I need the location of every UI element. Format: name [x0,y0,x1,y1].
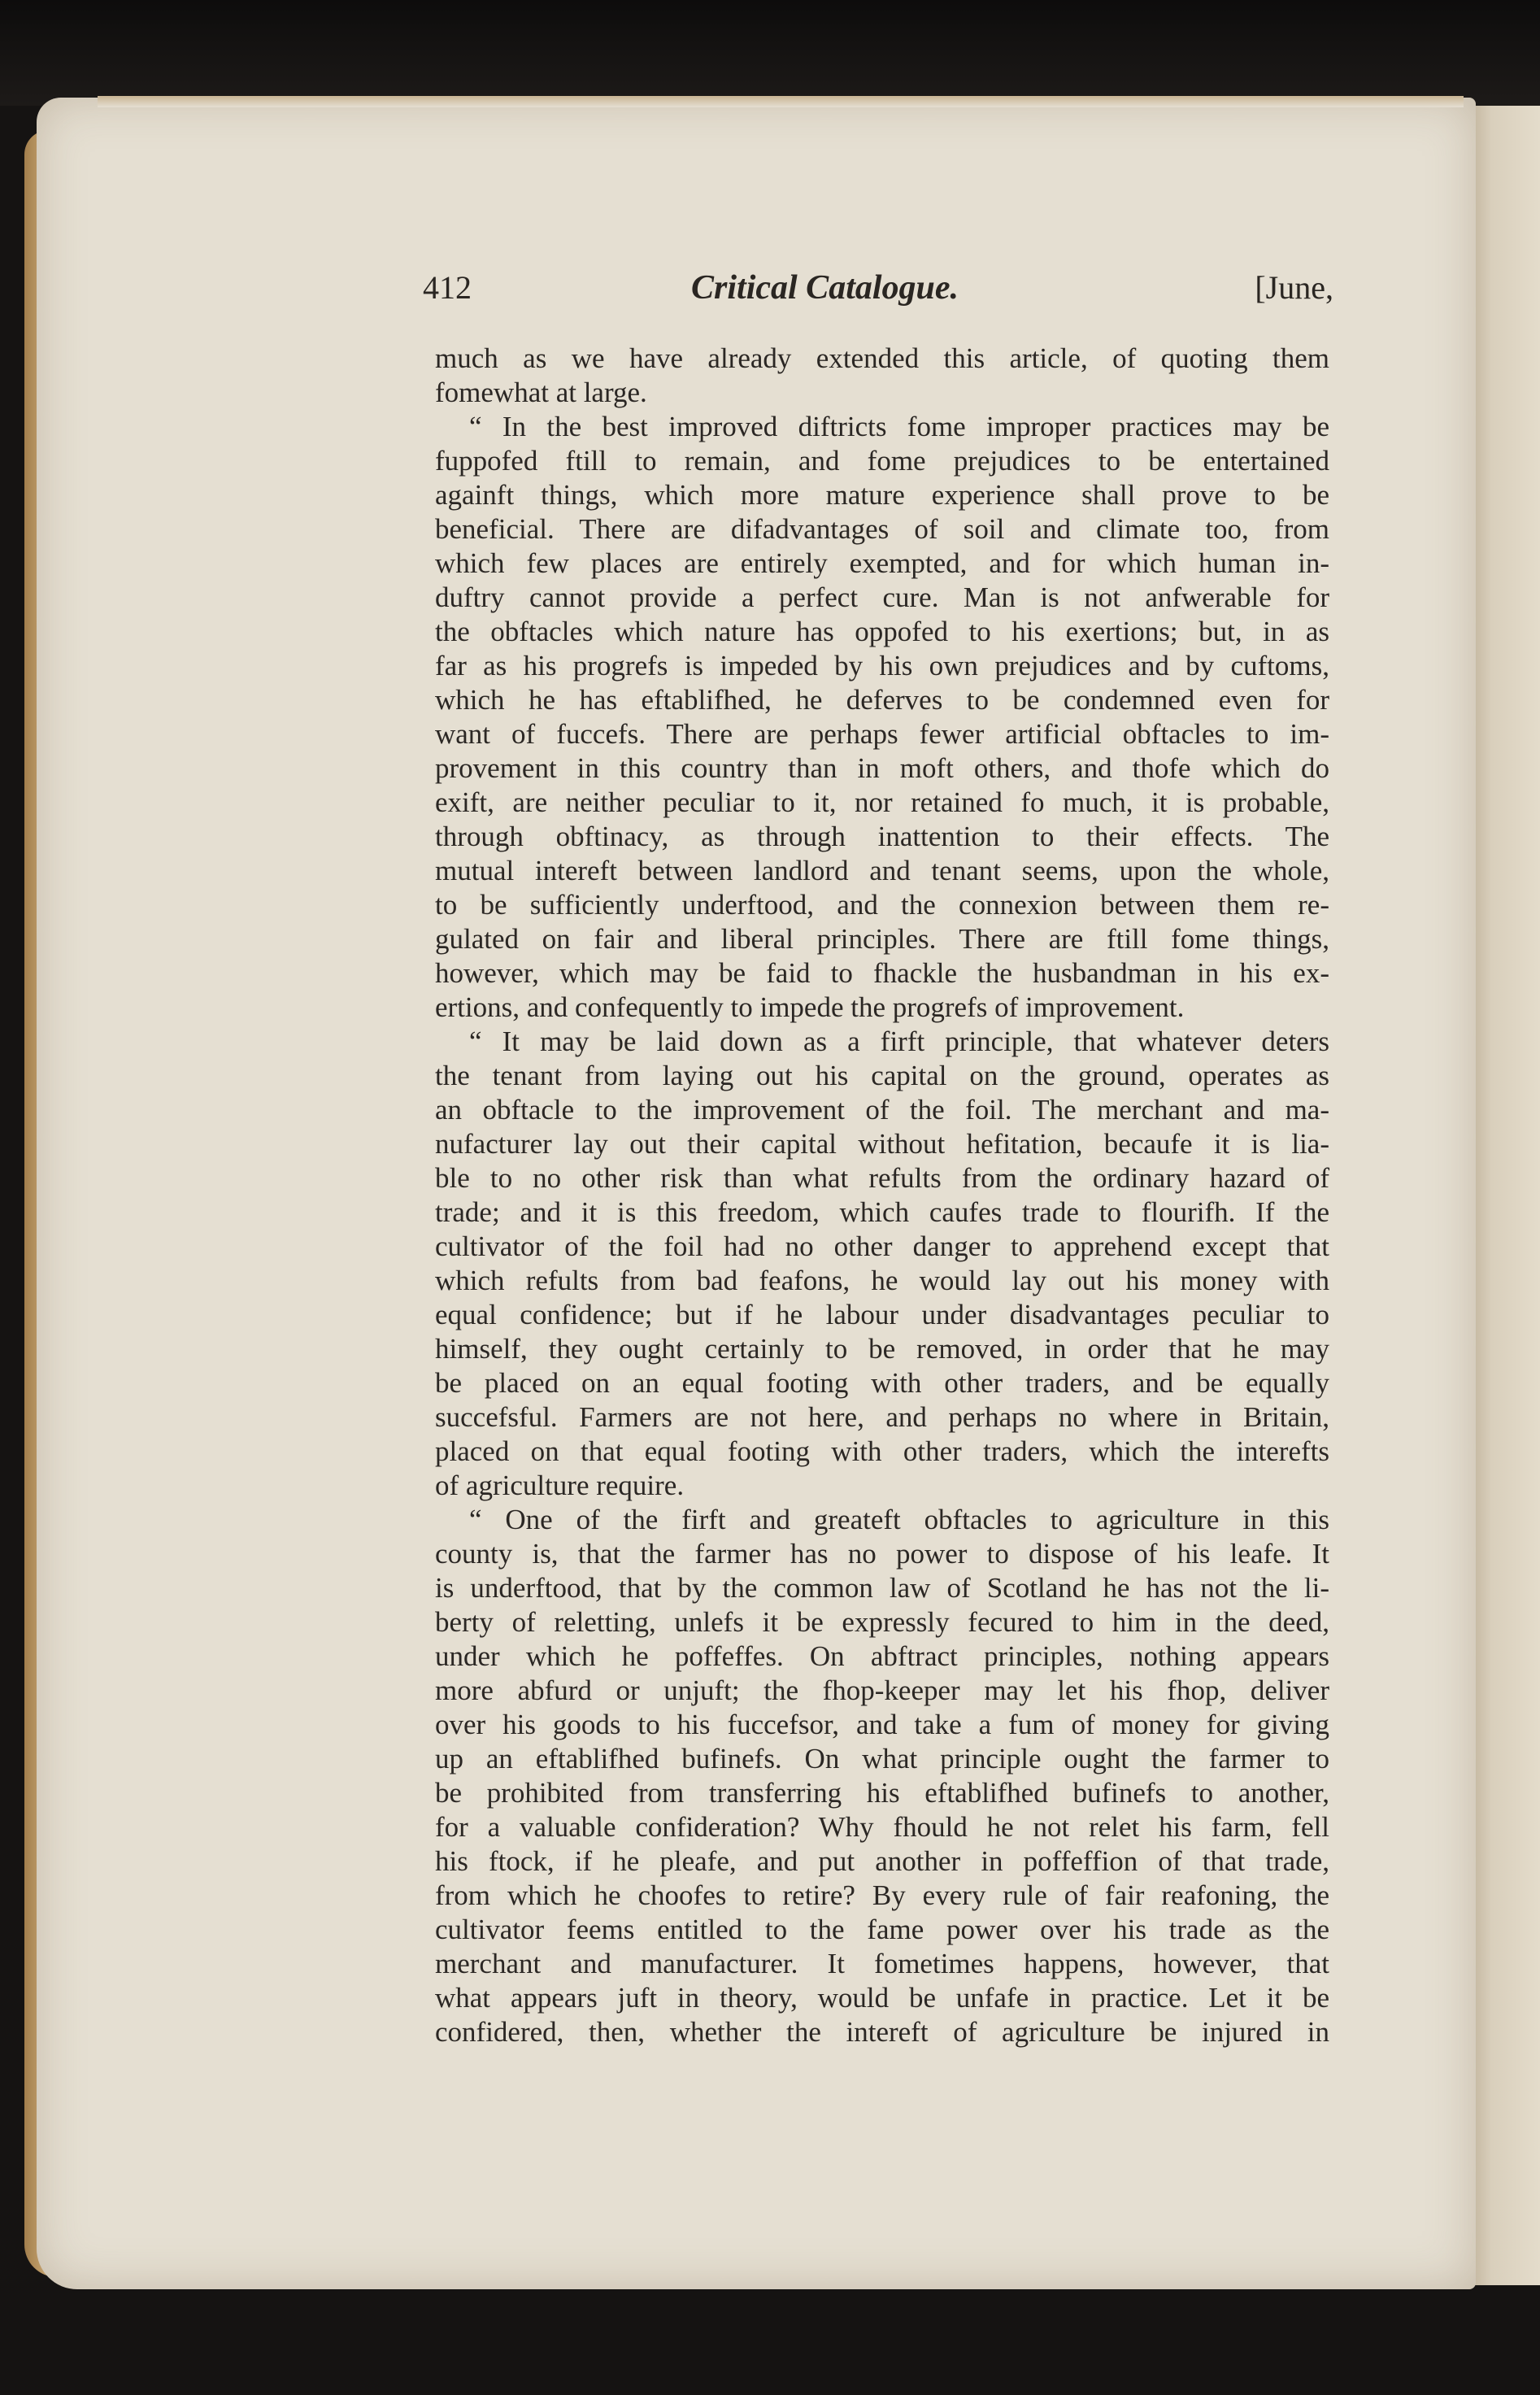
text-line: the tenant from laying out his capital on the ground, operates as [435,1060,1329,1091]
text-line: beneficial. There are difadvantages of soil and climate too, from [435,513,1329,545]
page-number: 412 [423,269,472,306]
text-line: fuppofed ftill to remain, and fome prejudices to be entertained [435,445,1329,477]
text-line: be prohibited from transferring his eftablifhed bufinefs to another, [435,1777,1329,1809]
text-line: exift, are neither peculiar to it, nor retained fo much, it is probable, [435,786,1329,818]
text-line: however, which may be faid to fhackle the husbandman in his ex- [435,957,1329,989]
text-line: of agriculture require. [435,1470,685,1501]
text-line: merchant and manufacturer. It fometimes happens, however, that [435,1948,1329,1979]
running-date: [June, [1255,269,1333,306]
text-line: trade; and it is this freedom, which caufes trade to flourifh. If the [435,1196,1329,1228]
text-line: confidered, then, whether the intereft of agriculture be injured in [435,2016,1329,2048]
text-line: through obftinacy, as through inattention to their effects. The [435,821,1329,852]
text-line: which he has eftablifhed, he deferves to be condemned even for [435,684,1329,716]
text-line: duftry cannot provide a perfect cure. Man is not anfwerable for [435,581,1329,613]
text-line: gulated on fair and liberal principles. There are ftill fome things, [435,923,1329,955]
text-line: placed on that equal footing with other traders, which the interefts [435,1435,1329,1467]
text-line: much as we have already extended this article, of quoting them [435,342,1329,374]
text-line: “ In the best improved diftricts fome improper practices may be [469,411,1329,442]
text-line: berty of reletting, unlefs it be expressly fecured to him in the deed, [435,1606,1329,1638]
text-line: want of fuccefs. There are perhaps fewer artificial obftacles to im- [435,718,1329,750]
text-line: the obftacles which nature has oppofed to his exertions; but, in as [435,616,1329,647]
text-line: “ It may be laid down as a firft principle, that whatever deters [469,1025,1329,1057]
text-line: is underftood, that by the common law of Scotland he has not the li- [435,1572,1329,1604]
text-line: ertions, and confequently to impede the progrefs of improvement. [435,991,1185,1023]
body-text [435,342,1329,2049]
page-top-edge [98,96,1464,107]
text-line: provement in this country than in moft others, and thofe which do [435,752,1329,784]
text-line: far as his progrefs is impeded by his own prejudices and by cuftoms, [435,650,1329,681]
running-header [423,268,1333,333]
text-line: for a valuable confideration? Why fhould he not relet his farm, fell [435,1811,1329,1843]
text-line: from which he choofes to retire? By every rule of fair reafoning, the [435,1879,1329,1911]
running-title: Critical Catalogue. [691,269,959,307]
text-line: more abfurd or unjuft; the fhop-keeper may let his fhop, deliver [435,1674,1329,1706]
text-line: cultivator of the foil had no other danger to apprehend except that [435,1230,1329,1262]
text-line: himself, they ought certainly to be removed, in order that he may [435,1333,1329,1365]
text-line: cultivator feems entitled to the fame power over his trade as the [435,1914,1329,1945]
text-line: which refults from bad feafons, he would lay out his money with [435,1265,1329,1296]
text-line: an obftacle to the improvement of the foil. The merchant and ma- [435,1094,1329,1126]
text-line: “ One of the firft and greateft obftacles to agriculture in this [469,1504,1329,1535]
text-line: againft things, which more mature experience shall prove to be [435,479,1329,511]
text-line: equal confidence; but if he labour under disadvantages peculiar to [435,1299,1329,1330]
text-line: under which he poffeffes. On abftract principles, nothing appears [435,1640,1329,1672]
text-line: what appears juft in theory, would be unfafe in practice. Let it be [435,1982,1329,2014]
text-line: which few places are entirely exempted, and for which human in- [435,547,1329,579]
text-line: over his goods to his fuccefsor, and take a fum of money for giving [435,1709,1329,1740]
text-line: fomewhat at large. [435,377,647,408]
text-line: his ftock, if he pleafe, and put another in poffeffion of that trade, [435,1845,1329,1877]
text-line: up an eftablifhed bufinefs. On what principle ought the farmer to [435,1743,1329,1774]
text-line: nufacturer lay out their capital without hefitation, becaufe it is lia- [435,1128,1329,1160]
text-line: be placed on an equal footing with other traders, and be equally [435,1367,1329,1399]
text-line: county is, that the farmer has no power to dispose of his leafe. It [435,1538,1329,1570]
text-line: mutual intereft between landlord and tenant seems, upon the whole, [435,855,1329,886]
text-line: to be sufficiently underftood, and the connexion between them re- [435,889,1329,921]
text-line: succefsful. Farmers are not here, and perhaps no where in Britain, [435,1401,1329,1433]
background-top [0,0,1540,106]
text-line: ble to no other risk than what refults from the ordinary hazard of [435,1162,1329,1194]
